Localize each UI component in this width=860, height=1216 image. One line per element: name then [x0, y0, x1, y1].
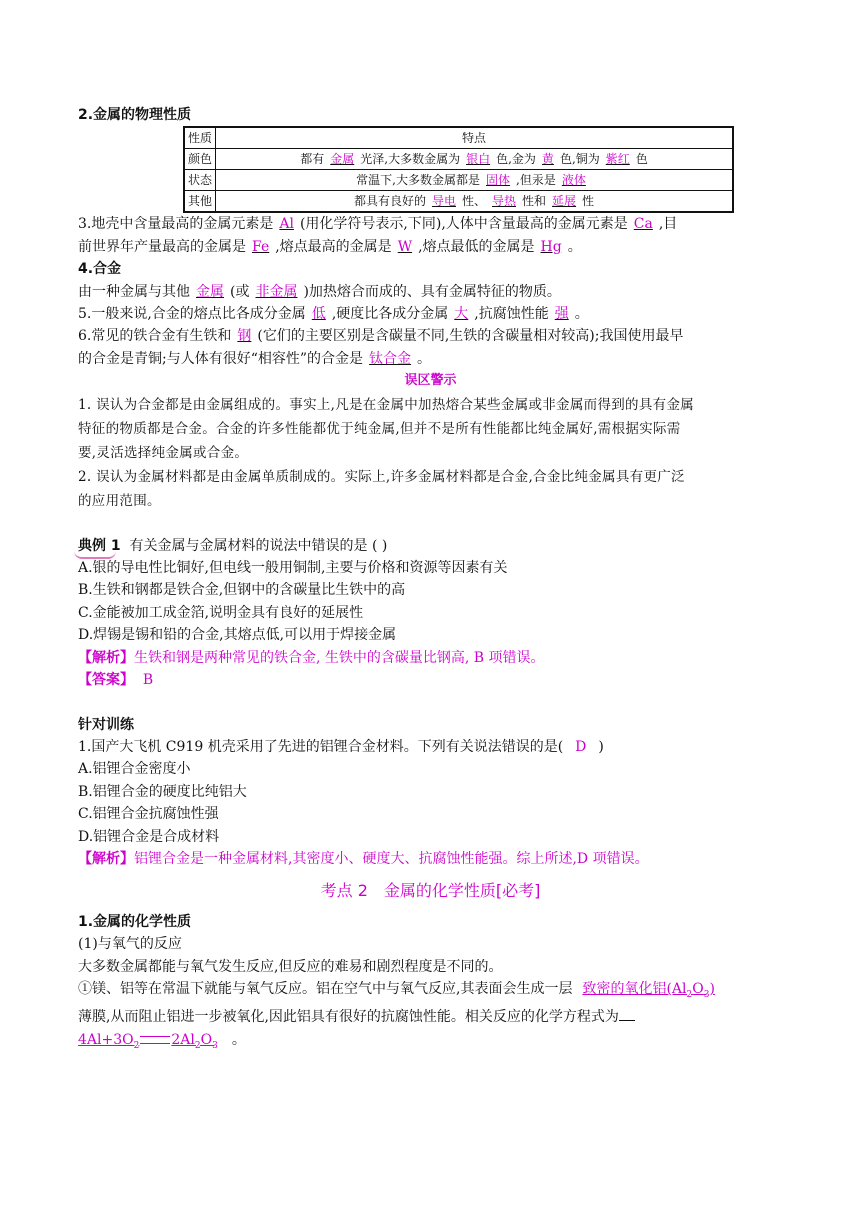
row-label: 颜色 — [184, 149, 216, 170]
subscript: 3 — [703, 989, 710, 1000]
analysis — [78, 848, 783, 870]
text: 都具有良好的 — [353, 194, 426, 209]
text: 的合金是青铜;与人体有很好“相容性”的合金是 — [78, 350, 364, 367]
text: (它们的主要区别是含碳量不同,生铁的含碳量相对较高);我国使用最早 — [257, 328, 684, 345]
subscript: 2 — [686, 989, 693, 1000]
text: 3.地壳中含量最高的金属元素是 — [78, 216, 274, 233]
answer-blank: 黄 — [541, 152, 554, 167]
option: C.金能被加工成金箔,说明金具有良好的延展性 — [78, 604, 364, 621]
answer-blank: 紫红 — [605, 152, 630, 167]
text: ,但汞是 — [516, 173, 556, 188]
text: )加热熔合而成的、具有金属特征的物质。 — [303, 283, 561, 300]
table-header-row — [184, 127, 733, 149]
section-title: 考点 2 金属的化学性质[必考] — [320, 881, 541, 901]
row-content — [216, 149, 733, 170]
answer-blank: 强 — [554, 306, 569, 323]
answer-blank: 固体 — [485, 173, 510, 188]
text: B — [142, 672, 154, 689]
option: B.生铁和钢都是铁合金,但钢中的含碳量比生铁中的高 — [78, 582, 406, 599]
text: 1.国产大飞机 C919 机壳采用了先进的铝锂合金材料。下列有关说法错误的是( — [78, 738, 564, 755]
training-question — [78, 736, 783, 758]
option: A.银的导电性比铜好,但电线一般用铜制,主要与价格和资源等因素有关 — [78, 560, 508, 577]
subheading: (1)与氧气的反应 — [78, 936, 182, 953]
text: (用化学符号表示,下同),人体中含量最高的金属元素是 — [299, 216, 628, 233]
option: A.铝锂合金密度小 — [78, 761, 191, 778]
answer-blank: 非金属 — [255, 283, 298, 300]
analysis — [78, 647, 783, 669]
text: 色,铜为 — [559, 152, 600, 167]
option: C.铝锂合金抗腐蚀性强 — [78, 806, 219, 823]
table-row — [184, 170, 733, 191]
paragraph — [78, 1006, 783, 1028]
text: ,目 — [658, 216, 678, 233]
row-content — [216, 170, 733, 191]
row-content — [216, 191, 733, 213]
table-row — [184, 191, 733, 213]
text: 。 — [417, 350, 432, 367]
table-header-cell: 特点 — [216, 127, 733, 149]
section-heading: 2.金属的物理性质 — [78, 107, 192, 123]
example-question — [78, 535, 783, 557]
answer-blank: W — [397, 238, 413, 255]
text: 性和 — [522, 194, 547, 209]
text: 性 — [582, 194, 595, 209]
answer-blank: 钢 — [237, 328, 252, 345]
answer-blank: Al — [279, 216, 294, 233]
answer-blank: 延展 — [552, 194, 577, 209]
document-page — [78, 104, 783, 1057]
text: 6.常见的铁合金有生铁和 — [78, 328, 232, 345]
text: O — [200, 1031, 213, 1048]
text: 。 — [231, 1031, 246, 1048]
equation-answer — [78, 1031, 140, 1051]
text: ,抗腐蚀性能 — [474, 306, 549, 323]
text: 性、 — [461, 194, 486, 209]
warning-text: 1. 误认为合金都是由金属组成的。事实上,凡是在金属中加热熔合某些金属或非金属而得到的具有金属 — [78, 396, 695, 413]
warning-text: 2. 误认为金属材料都是由金属单质制成的。实际上,许多金属材料都是合金,合金比纯金属具有更广泛 — [78, 468, 685, 485]
training-answer: D — [575, 738, 587, 755]
subscript: 2 — [194, 1040, 201, 1051]
section-heading: 1.金属的化学性质 — [78, 913, 192, 930]
text: 光泽,大多数金属为 — [360, 152, 461, 167]
option: D.铝锂合金是合成材料 — [78, 828, 220, 845]
text: 由一种金属与其他 — [78, 283, 190, 300]
section-heading: 4.合金 — [78, 261, 122, 278]
text: 有关金属与金属材料的说法中错误的是 ( ) — [129, 537, 388, 554]
answer-blank: 导电 — [431, 194, 456, 209]
answer-blank: 金属 — [330, 152, 355, 167]
text: 都有 — [300, 152, 325, 167]
text: 常温下,大多数金属都是 — [356, 173, 480, 188]
answer-blank: 导热 — [492, 194, 517, 209]
table-row — [184, 149, 733, 170]
text: ①镁、铝等在常温下就能与氧气反应。铝在空气中与氧气反应,其表面会生成一层 — [78, 980, 573, 997]
paragraph — [78, 213, 783, 235]
option: D.焊锡是锡和铅的合金,其熔点低,可以用于焊接金属 — [78, 627, 397, 644]
text: (或 — [230, 283, 250, 300]
subscript: 3 — [212, 1040, 218, 1051]
paragraph — [78, 236, 783, 258]
text: ) — [709, 980, 715, 997]
text: 致密的氧化铝(Al — [582, 980, 687, 997]
text: O — [692, 980, 704, 997]
answer-blank: 钛合金 — [369, 350, 412, 367]
equation — [78, 1029, 783, 1057]
answer-blank: 金属 — [196, 283, 224, 300]
equals-sign-icon — [140, 1036, 170, 1044]
paragraph — [78, 325, 783, 347]
analysis-label: 【解析】 — [78, 850, 134, 867]
text: ) — [598, 738, 604, 755]
row-label: 其他 — [184, 191, 216, 213]
physical-properties-table — [183, 126, 734, 213]
paragraph: 大多数金属都能与氧气发生反应,但反应的难易和剧烈程度是不同的。 — [78, 958, 503, 975]
text: ,熔点最低的金属是 — [418, 238, 535, 255]
subscript: 2 — [133, 1040, 140, 1051]
warning-title: 误区警示 — [404, 373, 457, 389]
text: 前世界年产量最高的金属是 — [78, 238, 246, 255]
text: 生铁和钢是两种常见的铁合金, 生铁中的含碳量比钢高, B 项错误。 — [134, 649, 545, 666]
text: 2Al — [171, 1031, 195, 1048]
option: B.铝锂合金的硬度比纯铝大 — [78, 783, 247, 800]
warning-text: 要,灵活选择纯金属或合金。 — [78, 444, 249, 461]
answer — [78, 669, 783, 691]
answer-blank: 液体 — [561, 173, 586, 188]
answer-blank: Hg — [540, 238, 562, 255]
section-heading: 针对训练 — [78, 716, 134, 733]
text: ,熔点最高的金属是 — [275, 238, 392, 255]
warning-text: 的应用范围。 — [78, 492, 161, 509]
answer-blank: 银白 — [466, 152, 491, 167]
answer-blank — [572, 980, 715, 1000]
answer-blank: 大 — [454, 306, 469, 323]
text: 4Al+3O — [78, 1031, 134, 1048]
answer-blank: Ca — [633, 216, 653, 233]
paragraph — [78, 281, 783, 303]
text: 色,金为 — [496, 152, 536, 167]
warning-text: 特征的物质都是合金。合金的许多性能都优于纯金属,但并不是所有性能都比纯金属好,需根据实际需 — [78, 420, 681, 437]
text: 。 — [574, 306, 589, 323]
answer-blank: Fe — [252, 238, 270, 255]
text: 薄膜,从而阻止铝进一步被氧化,因此铝具有很好的抗腐蚀性能。相关反应的化学方程式为 — [78, 1009, 619, 1026]
paragraph — [78, 978, 783, 1006]
answer-label: 【答案】 — [78, 672, 134, 689]
answer-blank: 低 — [311, 306, 326, 323]
text: ,硬度比各成分金属 — [331, 306, 449, 323]
paragraph — [78, 348, 783, 370]
example-label: 典例 1 — [78, 537, 121, 554]
text: 。 — [567, 238, 582, 255]
paragraph — [78, 303, 783, 325]
analysis-label: 【解析】 — [78, 649, 134, 666]
row-label: 状态 — [184, 170, 216, 191]
text: 铝锂合金是一种金属材料,其密度小、硬度大、抗腐蚀性能强。综上所述,D 项错误。 — [134, 850, 649, 867]
text: 5.一般来说,合金的熔点比各成分金属 — [78, 306, 306, 323]
equation-answer — [171, 1031, 231, 1051]
table-header-cell: 性质 — [184, 127, 216, 149]
text: 色 — [635, 152, 648, 167]
